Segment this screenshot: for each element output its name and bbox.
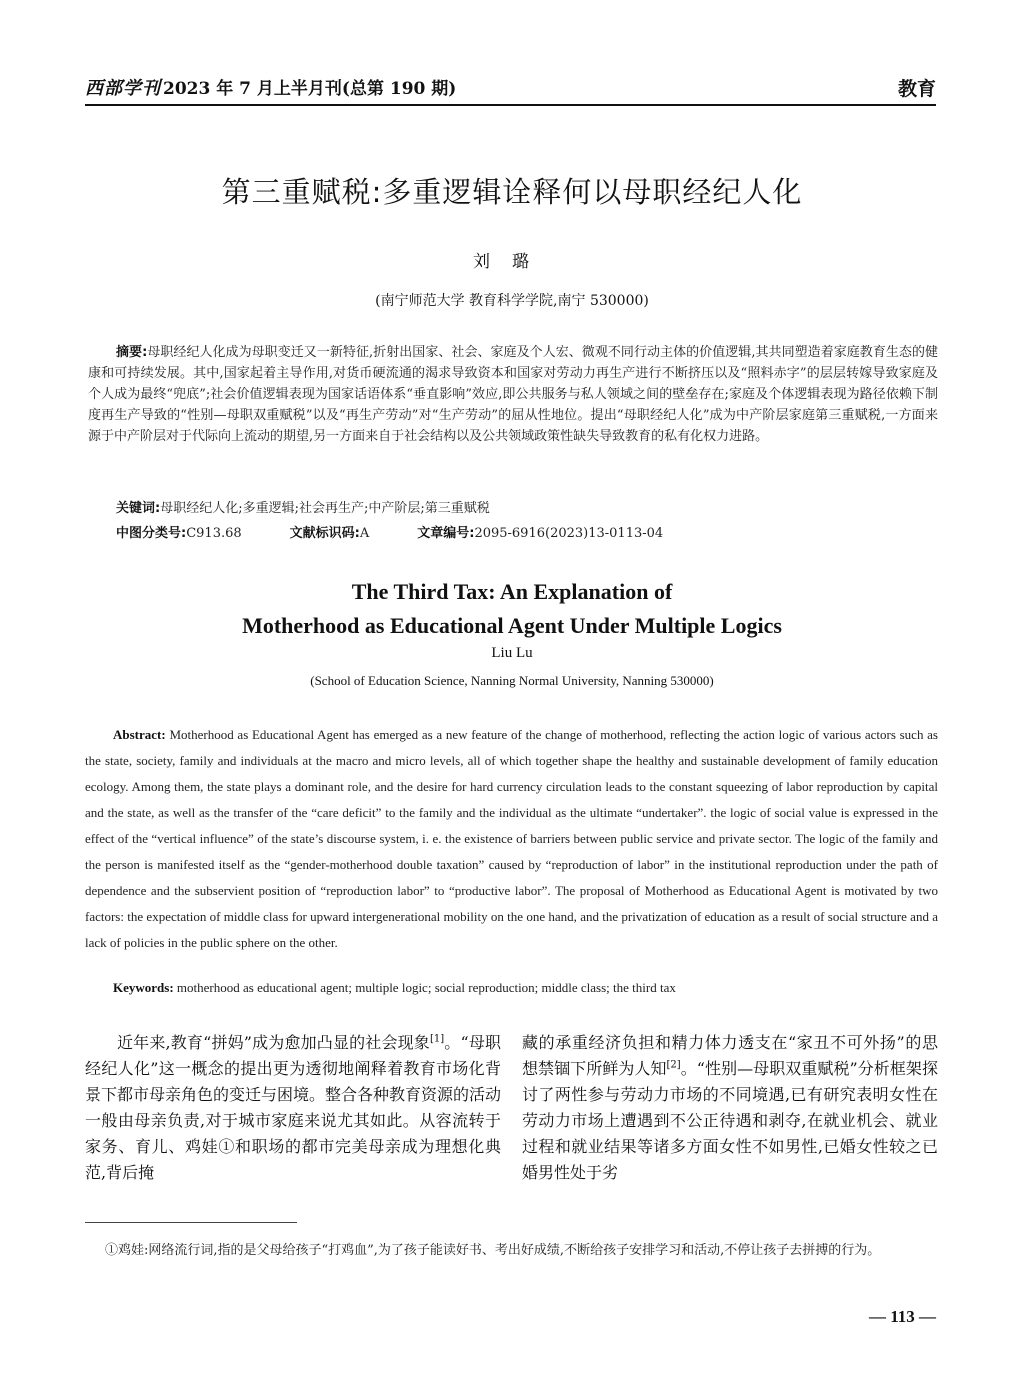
chinese-keywords [116, 497, 936, 516]
english-affiliation: (School of Education Science, Nanning Normal University, Nanning 530000) [310, 673, 714, 688]
english-keywords [113, 980, 938, 996]
english-abstract [85, 722, 938, 956]
header-left [85, 74, 456, 100]
english-abstract-label: Abstract: [113, 727, 166, 742]
section-label: 教育 [897, 77, 936, 100]
english-abstract-text: Motherhood as Educational Agent has emerged as a new feature of the change of motherhood, reflecting the action logic of various actors such as the state, society, family and individuals at the macro and micro levels, all of which together shape the healthy and sustainable development of family education ecology. Among them, the state plays a dominant role, and the desire for hard currency circulation leads to the constant squeezing of labor reproduction by capital and the state, as well as the transfer of the “care deficit” to the family and the individual as the ultimate “undertaker”. the logic of social value is expressed in the effect of the “vertical influence” of the state’s discourse system, i. e. the existence of barriers between public service and private sector. The logic of the family and the person is manifested itself as the “gender-motherhood double taxation” caused by “reproduction of labor” in the institutional reproduction under the path of dependence and the subservient position of “reproduction labor” to “productive labor”. The proposal of Motherhood as Educational Agent is motivated by two factors: the expectation of middle class for upward intergenerational mobility on the one hand, and the privatization of education as a result of social structure and a lack of policies in the public sphere on the other. [85, 727, 938, 950]
body-text [85, 1030, 938, 1186]
running-header [85, 70, 936, 106]
chinese-author: 刘璐 [473, 252, 551, 272]
document-code: 文献标识码:A [289, 526, 370, 541]
chinese-abstract [88, 342, 938, 447]
chinese-keywords-text: 母职经纪人化;多重逻辑;社会再生产;中产阶层;第三重赋税 [160, 501, 490, 516]
english-title-line1: The Third Tax: An Explanation of [351, 579, 673, 604]
chinese-abstract-label: 摘要: [116, 345, 148, 360]
citation-2[interactable]: [2] [666, 1059, 681, 1071]
footnote-text: ①鸡娃:网络流行词,指的是父母给孩子“打鸡血”,为了孩子能读好书、考出好成绩,不断给孩子安排学习和活动,不停让孩子去拼搏的行为。 [105, 1243, 881, 1258]
english-keywords-label: Keywords: [113, 980, 174, 995]
english-keywords-text: motherhood as educational agent; multiple logic; social reproduction; middle class; the third tax [176, 980, 676, 995]
footnote-divider [85, 1222, 297, 1223]
issue-info: 2023 年 7 月上半月刊(总第 190 期) [163, 79, 457, 99]
english-author: Liu Lu [491, 645, 533, 661]
chinese-affiliation: (南宁师范大学 教育科学学院,南宁 530000) [375, 293, 649, 309]
footnote-ref-1[interactable]: ① [218, 1137, 235, 1156]
journal-logo: 西部学刊 [85, 78, 161, 99]
english-title [0, 575, 1024, 643]
english-title-line2: Motherhood as Educational Agent Under Multiple Logics [242, 613, 782, 638]
clc-number: 中图分类号:C913.68 [116, 526, 242, 541]
body-column-left: 近年来,教育“拼妈”成为愈加凸显的社会现象[1]。“母职经纪人化”这一概念的提出更为透彻地阐释着教育市场化背景下都市母亲角色的变迁与困境。整合各种教育资源的活动一般由母亲负责,对于城市家庭来说尤其如此。从容流转于家务、育儿、鸡娃①和职场的都市完美母亲成为理想化典范,背后掩 [85, 1033, 502, 1182]
article-number: 文章编号:2095-6916(2023)13-0113-04 [417, 526, 664, 541]
citation-1[interactable]: [1] [429, 1033, 445, 1045]
chinese-abstract-text: 母职经纪人化成为母职变迁又一新特征,折射出国家、社会、家庭及个人宏、微观不同行动主体的价值逻辑,其共同塑造着家庭教育生态的健康和可持续发展。其中,国家起着主导作用,对货币硬流通的渴求导致资本和国家对劳动力再生产进行不断挤压以及“照料赤字”的层层转嫁导致家庭及个人成为最终“兜底”;社会价值逻辑表现为国家话语体系“垂直影响”效应,即公共服务与私人领域之间的壁垒存在;家庭及个体逻辑表现为路径依赖下制度再生产导致的“性别—母职双重赋税”以及“再生产劳动”对“生产劳动”的屈从性地位。提出“母职经纪人化”成为中产阶层家庭第三重赋税,一方面来源于中产阶层对于代际向上流动的期望,另一方面来自于社会结构以及公共领域政策性缺失导致教育的私有化权力进路。 [88, 345, 938, 444]
chinese-keywords-label: 关键词: [116, 501, 161, 516]
body-column-right: 藏的承重经济负担和精力体力透支在“家丑不可外扬”的思想禁锢下所鲜为人知[2]。“性别—母职双重赋税”分析框架探讨了两性参与劳动力市场的不同境遇,已有研究表明女性在劳动力市场上遭遇到不公正待遇和剥夺,在就业机会、就业过程和就业结果等诸多方面女性不如男性,已婚女性较之已婚男性处于劣 [522, 1033, 938, 1182]
footnote [85, 1240, 938, 1262]
classification-line [116, 522, 936, 541]
page-number: — 113 — [868, 1307, 936, 1326]
chinese-title: 第三重赋税:多重逻辑诠释何以母职经纪人化 [221, 175, 803, 209]
